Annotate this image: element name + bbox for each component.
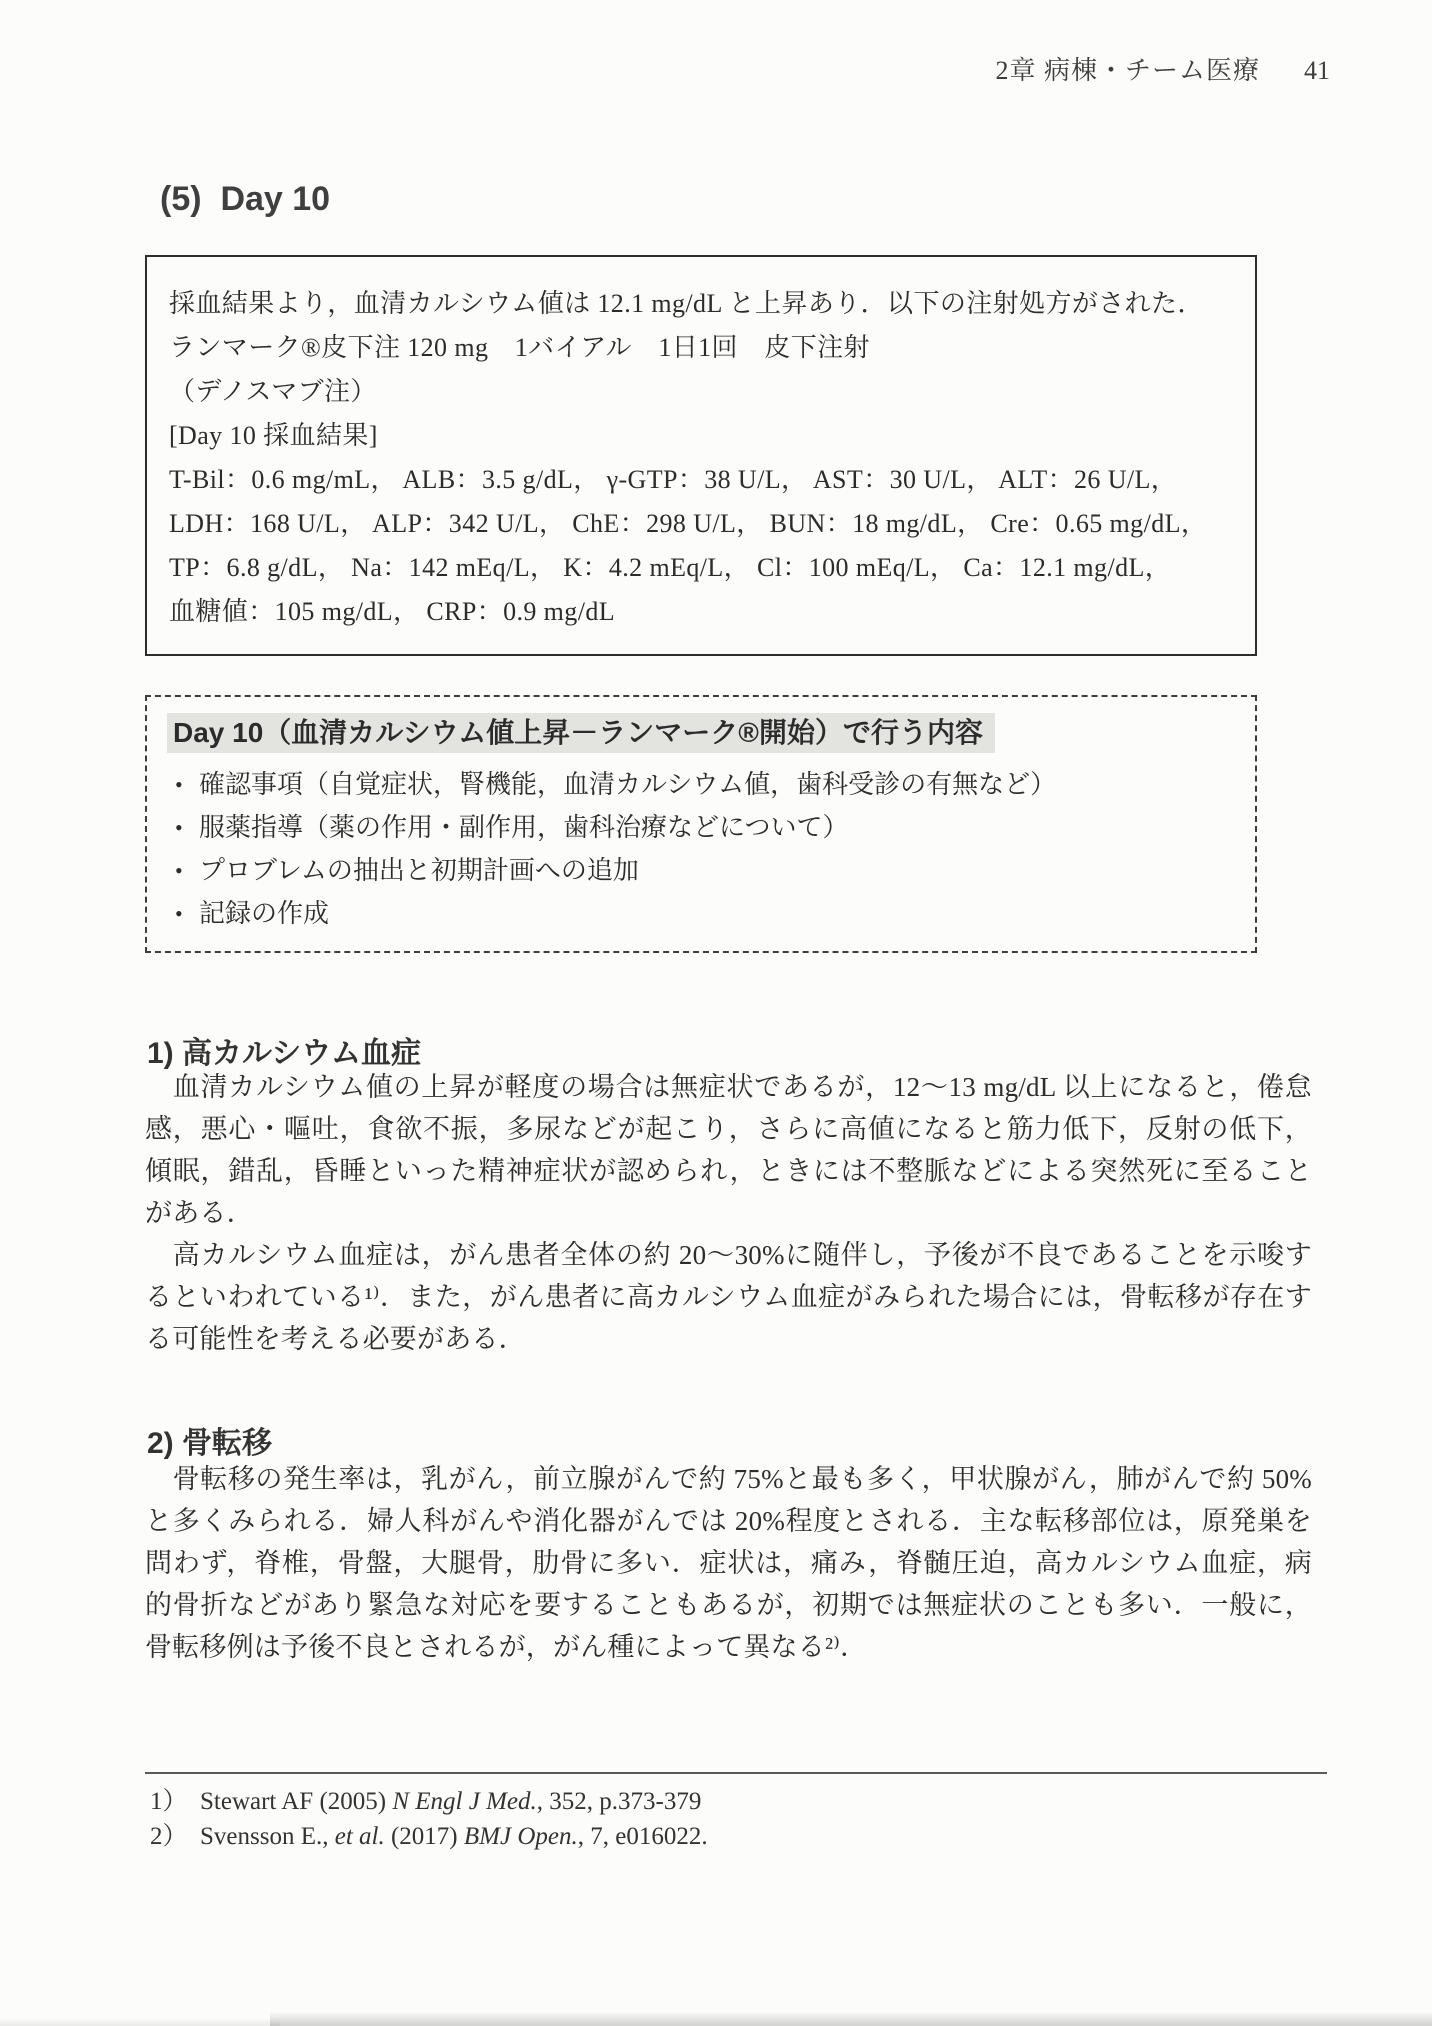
list-item: [167, 763, 1237, 806]
lab-result-line: TP：6.8 g/dL， Na：142 mEq/L， K：4.2 mEq/L， Cl：100 mEq/L， Ca：12.1 mg/dL，: [169, 553, 1172, 582]
list-item: [167, 849, 1237, 892]
lab-result-line: T-Bil：0.6 mg/mL， ALB：3.5 g/dL， γ-GTP：38 U/L， AST：30 U/L， ALT：26 U/L，: [169, 465, 1178, 494]
footnote-label: 1）: [150, 1788, 188, 1815]
bullet-icon: •: [175, 858, 183, 883]
paragraph: 血清カルシウム値の上昇が軽度の場合は無症状であるが，12～13 mg/dL 以上になると，倦怠感，悪心・嘔吐，食欲不振，多尿などが起こり，さらに高値になると筋力低下，反射の低下，傾眠，錯乱，昏睡といった精神症状が認められ，ときには不整脈などによる突然死に至ることがある．: [145, 1072, 1312, 1228]
footnotes: [150, 1784, 1330, 1854]
section-heading-bone-metastasis: 2) 骨転移: [147, 1427, 273, 1460]
footnote-item: [150, 1819, 1330, 1854]
lab-result-box: [145, 255, 1257, 656]
task-box-title: Day 10（血清カルシウム値上昇－ランマーク®開始）で行う内容: [167, 713, 995, 753]
journal-name: N Engl J Med.: [392, 1788, 537, 1815]
footnote-divider: [145, 1772, 1327, 1774]
footnote-item: [150, 1784, 1330, 1819]
paragraph: 高カルシウム血症は，がん患者全体の約 20～30%に随伴し，予後が不良であることを示唆するといわれている¹⁾．また，がん患者に高カルシウム血症がみられた場合には，骨転移が存在する可能性を考える必要がある．: [145, 1240, 1312, 1354]
lab-result-line: LDH：168 U/L， ALP：342 U/L， ChE：298 U/L， BUN：18 mg/dL， Cre：0.65 mg/dL，: [169, 509, 1208, 538]
scan-artifact-bottom-left: [0, 2018, 280, 2026]
footnote-text: [200, 1819, 708, 1854]
task-item-text: 服薬指導（薬の作用・副作用，歯科治療などについて）: [199, 813, 849, 842]
footnote-citation-text: (2017): [384, 1823, 464, 1850]
scan-artifact-bottom: [270, 2011, 1432, 2026]
footnote-citation-text: Svensson E.,: [200, 1823, 335, 1850]
task-item-text: 確認事項（自覚症状，腎機能，血清カルシウム値，歯科受診の有無など）: [199, 770, 1057, 799]
lab-result-line: [Day 10 採血結果]: [169, 421, 378, 450]
footnote-citation-text: , 7, e016022.: [577, 1823, 708, 1850]
chapter-label: 2章 病棟・チーム医療: [995, 56, 1260, 85]
task-list: [167, 763, 1237, 935]
bullet-icon: •: [175, 772, 183, 797]
footnote-citation-text: Stewart AF (2005): [200, 1788, 393, 1815]
paragraph: 骨転移の発生率は，乳がん，前立腺がんで約 75%と最も多く，甲状腺がん，肺がんで約 50%と多くみられる．婦人科がんや消化器がんでは 20%程度とされる．主な転移部位は，原発巣を問わず，脊椎，骨盤，大腿骨，肋骨に多い．症状は，痛み，脊髄圧迫，高カルシウム血症，病的骨折などがあり緊急な対応を要することもあるが，初期では無症状のことも多い．一般に，骨転移例は予後不良とされるが，がん種によって異なる²⁾．: [145, 1464, 1312, 1662]
journal-name: BMJ Open.: [463, 1823, 578, 1850]
doc-title: (5) Day 10: [160, 180, 331, 218]
footnote-text: [200, 1784, 701, 1819]
lab-result-line: 採血結果より，血清カルシウム値は 12.1 mg/dL と上昇あり．以下の注射処方がされた．: [169, 289, 1204, 318]
task-item-text: プロブレムの抽出と初期計画への追加: [199, 856, 639, 885]
page-header: [0, 50, 1330, 87]
task-item-text: 記録の作成: [199, 899, 330, 928]
footnote-label: 2）: [150, 1823, 188, 1850]
lab-result-line: （デノスマブ注）: [169, 377, 377, 406]
bullet-icon: •: [175, 815, 183, 840]
bullet-icon: •: [175, 901, 183, 926]
list-item: [167, 892, 1237, 935]
section-body-hypercalcemia: [145, 1066, 1312, 1360]
section-body-bone-metastasis: [145, 1458, 1312, 1668]
lab-result-line: 血糖値：105 mg/dL， CRP：0.9 mg/dL: [169, 597, 616, 626]
page-number: 41: [1304, 56, 1330, 85]
et-al-text: et al.: [334, 1823, 385, 1850]
list-item: [167, 806, 1237, 849]
day10-task-box: [145, 695, 1257, 953]
section-heading-hypercalcemia: 1) 高カルシウム血症: [147, 1037, 421, 1070]
lab-result-line: ランマーク®皮下注 120 mg 1バイアル 1日1回 皮下注射: [169, 333, 870, 362]
footnote-citation-text: , 352, p.373-379: [536, 1788, 702, 1815]
